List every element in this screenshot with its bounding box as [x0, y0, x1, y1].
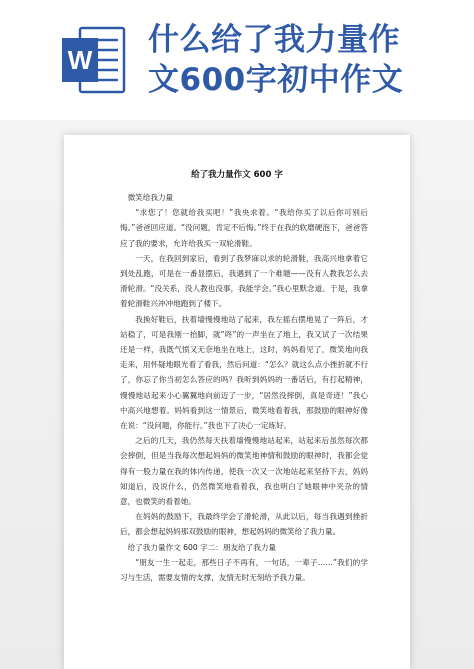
document-title: 给了我力量作文 600 字: [191, 170, 283, 180]
paragraph: 之后的几天，我仍然每天扶着墙慢慢地站起来，站起来后虽然每次都会摔倒，但是当我每次想起妈妈的微笑地神情和鼓励的眼神时，我都会觉得有一股力量在我的体内传递，使我一次又一次地站起来坚持下去，妈妈知道后，没说什么，仍然微笑地看着我，我也明白了她眼神中夹杂的情意，也微笑的看着她。: [120, 436, 368, 507]
paragraph-section-heading: 给了我力量作文 600 字二：朋友给了我力量: [127, 542, 277, 552]
paragraph: 一天，在我回到家后，看到了我梦寐以求的轮滑鞋，我高兴地拿着它到处乱跑，可是在一番显摆后，我遇到了一个难题——没有人教我怎么去滑轮滑。“没关系，没人教也没事，我能学会。”我心里默念道。于是，我拿着轮滑鞋兴冲冲地跑到了楼下。: [120, 253, 368, 309]
banner-title-line-2: 文600字初中作文: [148, 62, 404, 98]
document-body: [120, 190, 368, 585]
document-page: [64, 135, 410, 669]
paragraph: “朋友一生一起走，那些日子不再有，一句话，一辈子……”我们的学习与生活，需要友情的支撑，友情无时无刻给予我力量。: [120, 557, 368, 583]
header-banner: [0, 0, 474, 120]
banner-title-line-1: 什么给了我力量作: [148, 22, 400, 58]
paragraph: 我换好鞋后，扶着墙慢慢地站了起来，我左摇右摆地晃了一阵后，才站稳了，可是我刚一抬脚，就“咚”的一声坐在了地上，我又试了一次结果还是一样，我既气愤又无奈地坐在地上，这时，妈妈看见了，微笑地向我走来，用怀疑地眼光看了看我，然后问道：“怎么？就这么点小挫折就不行了，你忘了你当初怎么答应的吗？我听到妈妈的一番话后，有打起精神，慢慢地站起来小心翼翼地向前迈了一步，“居然没摔倒，真是奇迹！”我心中高兴地想着。妈妈看到这一情景后，微笑地看着我，那鼓励的眼神好像在说：“没问题，你能行。”我也下了决心一定练好。: [120, 314, 368, 431]
banner-title: [148, 20, 468, 100]
paragraph: 在妈妈的鼓励下，我最终学会了滑轮滑，从此以后，每当我遇到挫折后，都会想起妈妈那双鼓励的眼神，想起妈妈的微笑给了我力量。: [120, 512, 368, 537]
paragraph: “求您了！您就给我买吧！”我央求着。“我给你买了以后你可别后悔。”爸爸回应道。“没问题，肯定不后悔。”终于在我的软磨硬泡下，爸爸答应了我的要求，允许给我买一双轮滑鞋。: [120, 208, 368, 248]
word-document-icon: [60, 24, 126, 96]
svg-text:W: W: [67, 45, 93, 75]
paragraph-subtitle: 微笑给我力量: [127, 193, 174, 202]
